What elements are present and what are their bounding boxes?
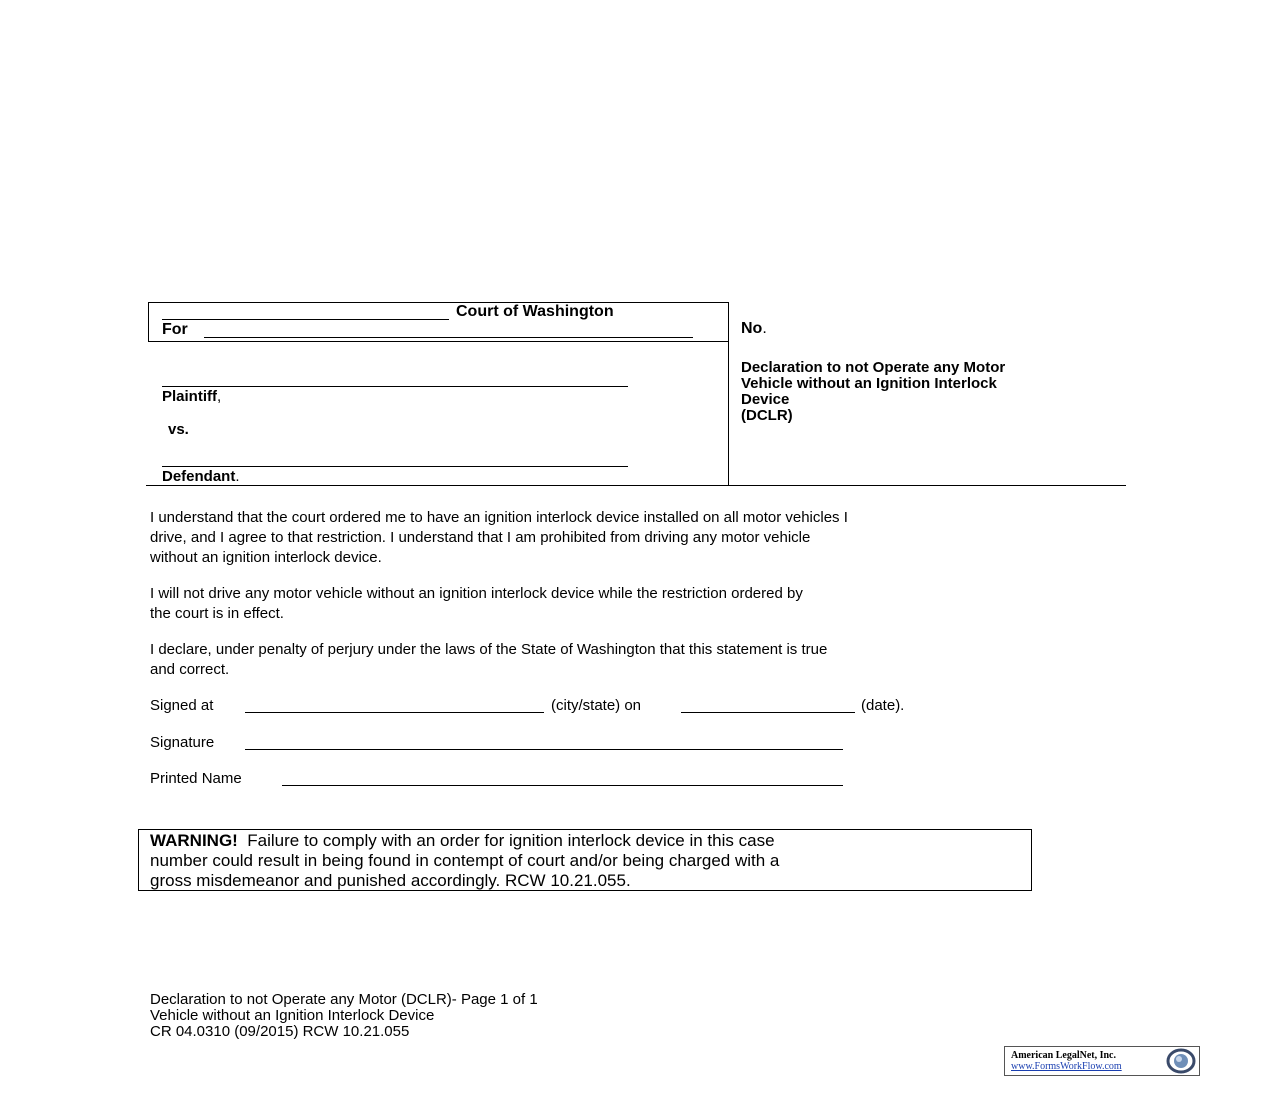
signed-at-label: Signed at (150, 697, 214, 714)
court-name-blank[interactable] (162, 319, 449, 320)
plaintiff-row (162, 388, 221, 405)
paragraph-line: I understand that the court ordered me to have an ignition interlock device installed on all motor vehicles I (150, 509, 848, 526)
paragraph-2 (150, 584, 803, 624)
date-label: (date). (861, 697, 905, 714)
paragraph-3 (150, 640, 827, 680)
signature-blank[interactable] (245, 749, 843, 750)
defendant-label: Defendant (162, 468, 236, 485)
paragraph-line: I will not drive any motor vehicle without an ignition interlock device while the restriction ordered by (150, 585, 803, 602)
paragraph-line: and correct. (150, 661, 230, 678)
signature-label: Signature (150, 734, 215, 751)
paragraph-1 (150, 508, 848, 568)
page-footer (150, 992, 538, 1040)
case-no-period: . (762, 320, 767, 337)
warning-line-3: gross misdemeanor and punished accordingly. RCW 10.21.055. (150, 871, 631, 890)
warning-line-1: Failure to comply with an order for ignition interlock device in this case (247, 831, 775, 850)
printed-name-blank[interactable] (282, 785, 843, 786)
footer-line-1: Declaration to not Operate any Motor (DCLR)- Page 1 of 1 (150, 991, 538, 1008)
plaintiff-comma: , (217, 388, 222, 405)
logo-company: American LegalNet, Inc. (1011, 1050, 1116, 1061)
date-blank[interactable] (681, 712, 855, 713)
title-line: Vehicle without an Ignition Interlock (741, 375, 997, 392)
title-line: Declaration to not Operate any Motor (741, 359, 1006, 376)
document-title (741, 360, 1005, 424)
legalnet-logo[interactable] (1004, 1046, 1200, 1076)
defendant-period: . (235, 468, 240, 485)
city-state-blank[interactable] (245, 712, 544, 713)
vs-label: vs. (168, 421, 189, 438)
plaintiff-blank[interactable] (162, 386, 628, 387)
plaintiff-label: Plaintiff (162, 388, 217, 405)
county-blank[interactable] (204, 337, 693, 338)
paragraph-line: I declare, under penalty of perjury under the laws of the State of Washington that this statement is true (150, 641, 828, 658)
title-line: (DCLR) (741, 407, 793, 424)
warning-line (150, 831, 779, 851)
warning-line-2: number could result in being found in contempt of court and/or being charged with a (150, 851, 780, 870)
footer-line-3: CR 04.0310 (09/2015) RCW 10.21.055 (150, 1023, 410, 1040)
city-state-label: (city/state) on (551, 697, 642, 714)
globe-logo-icon (1161, 1048, 1197, 1074)
title-line: Device (741, 391, 790, 408)
case-no-label: No (741, 320, 763, 337)
for-label: For (162, 321, 188, 338)
defendant-blank[interactable] (162, 466, 628, 467)
warning-heading: WARNING! (150, 831, 238, 850)
caption-bottom-rule (146, 485, 1126, 486)
defendant-row (162, 468, 240, 485)
caption-court-box (148, 302, 729, 342)
logo-url-link[interactable]: www.FormsWorkFlow.com (1011, 1061, 1122, 1072)
case-no-row (741, 320, 767, 338)
court-suffix: Court of Washington (456, 303, 614, 320)
paragraph-line: without an ignition interlock device. (150, 549, 382, 566)
paragraph-line: the court is in effect. (150, 605, 284, 622)
printed-name-label: Printed Name (150, 770, 242, 787)
paragraph-line: drive, and I agree to that restriction. I understand that I am prohibited from driving any motor vehicle (150, 529, 811, 546)
footer-line-2: Vehicle without an Ignition Interlock Device (150, 1007, 435, 1024)
warning-text (150, 831, 779, 891)
caption-divider (728, 302, 729, 486)
